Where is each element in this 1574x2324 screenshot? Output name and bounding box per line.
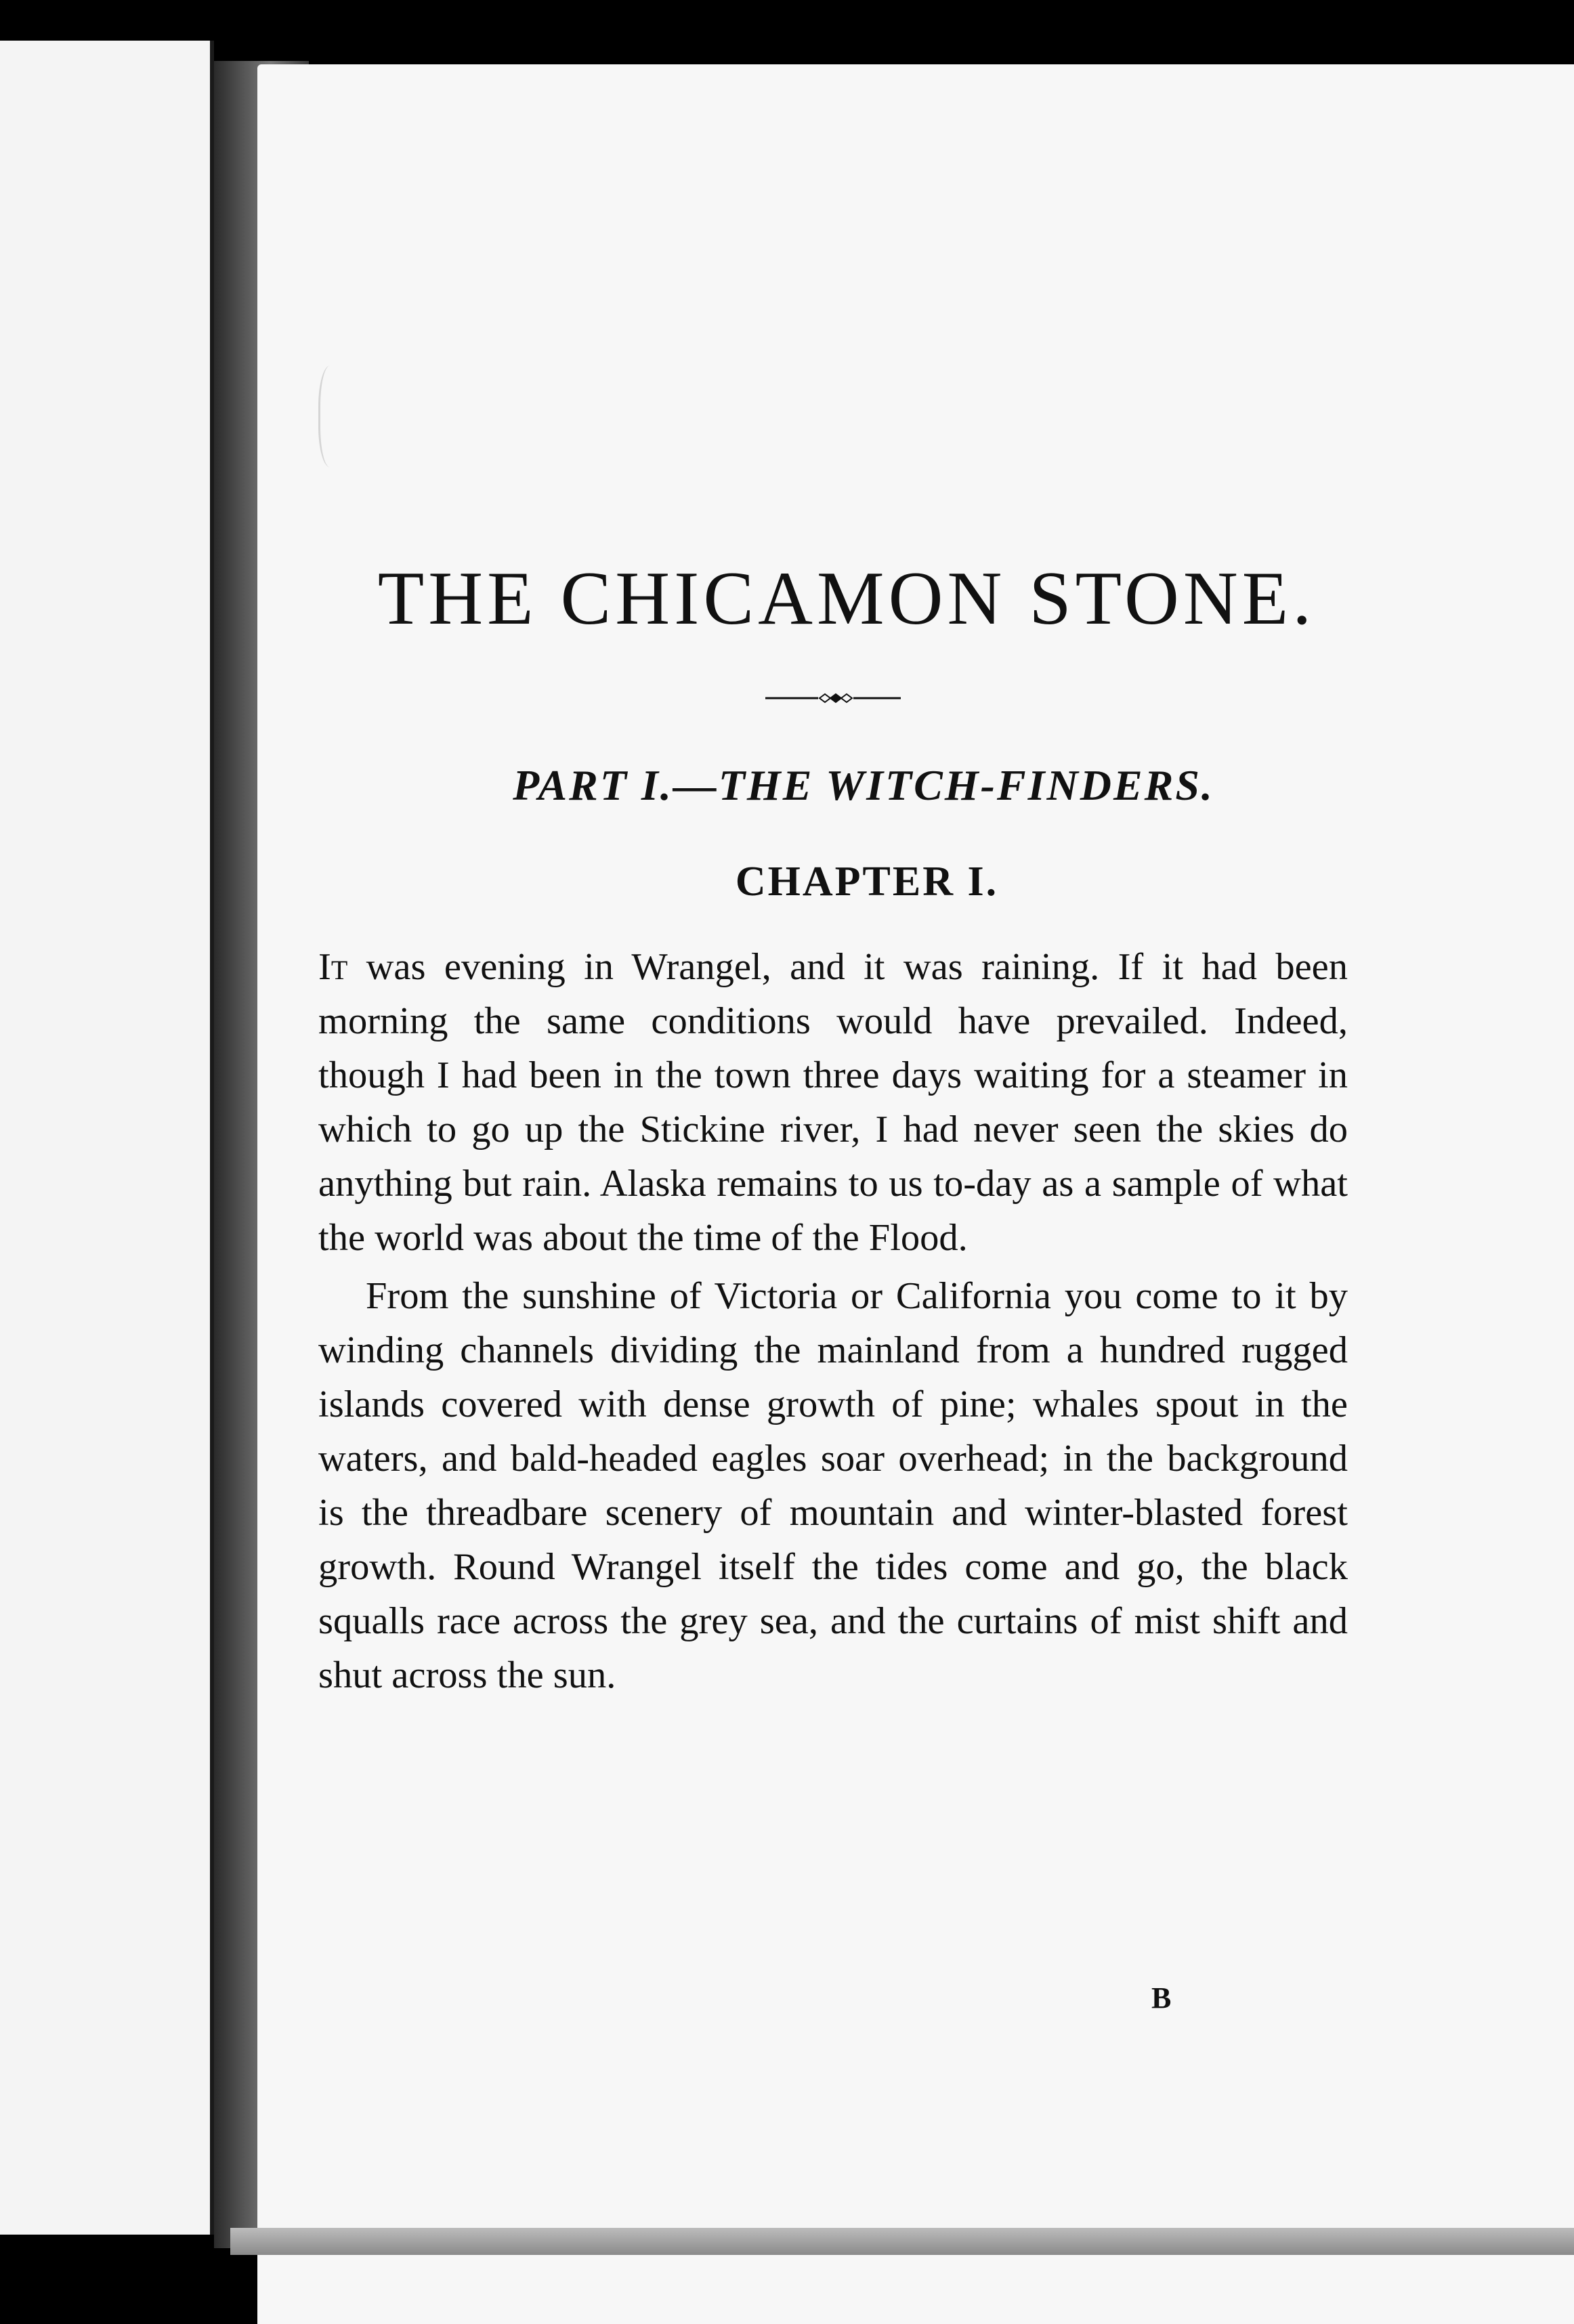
left-facing-page bbox=[0, 41, 214, 2235]
part-title: PART I.—THE WITCH-FINDERS. bbox=[513, 761, 1214, 809]
pencil-mark-decoration bbox=[318, 366, 347, 467]
paragraph-1-text: was evening in Wrangel, and it was raining. If it had been morning the same conditions would have prevailed. Indeed, though I had been in the town three days waiting for a steamer in which to go up the Stickine river, I had never seen the skies do anything but rain. Alaska remains to us to-day as a sample of what the world was about the time of the Flood. bbox=[318, 946, 1348, 1259]
paragraph-1 bbox=[318, 940, 1348, 1265]
paragraph-1-lead-word: It bbox=[318, 946, 348, 988]
page-content bbox=[318, 555, 1348, 1702]
paragraph-2: From the sunshine of Victoria or California you come to it by winding channels dividing the mainland from a hundred rugged islands covered with dense growth of pine; whales spout in the waters, and bald-headed eagles soar overhead; in the background is the threadbare scenery of mountain and winter-blasted forest growth. Round Wrangel itself the tides come and go, the black squalls race across the grey sea, and the curtains of mist shift and shut across the sun. bbox=[318, 1275, 1348, 1696]
book-title: THE CHICAMON STONE. bbox=[377, 557, 1316, 641]
chapter-title: CHAPTER I. bbox=[735, 859, 999, 905]
page-bottom-edge bbox=[230, 2228, 1574, 2255]
signature-mark: B bbox=[1151, 1981, 1172, 2015]
ornament-divider-icon bbox=[765, 690, 901, 706]
